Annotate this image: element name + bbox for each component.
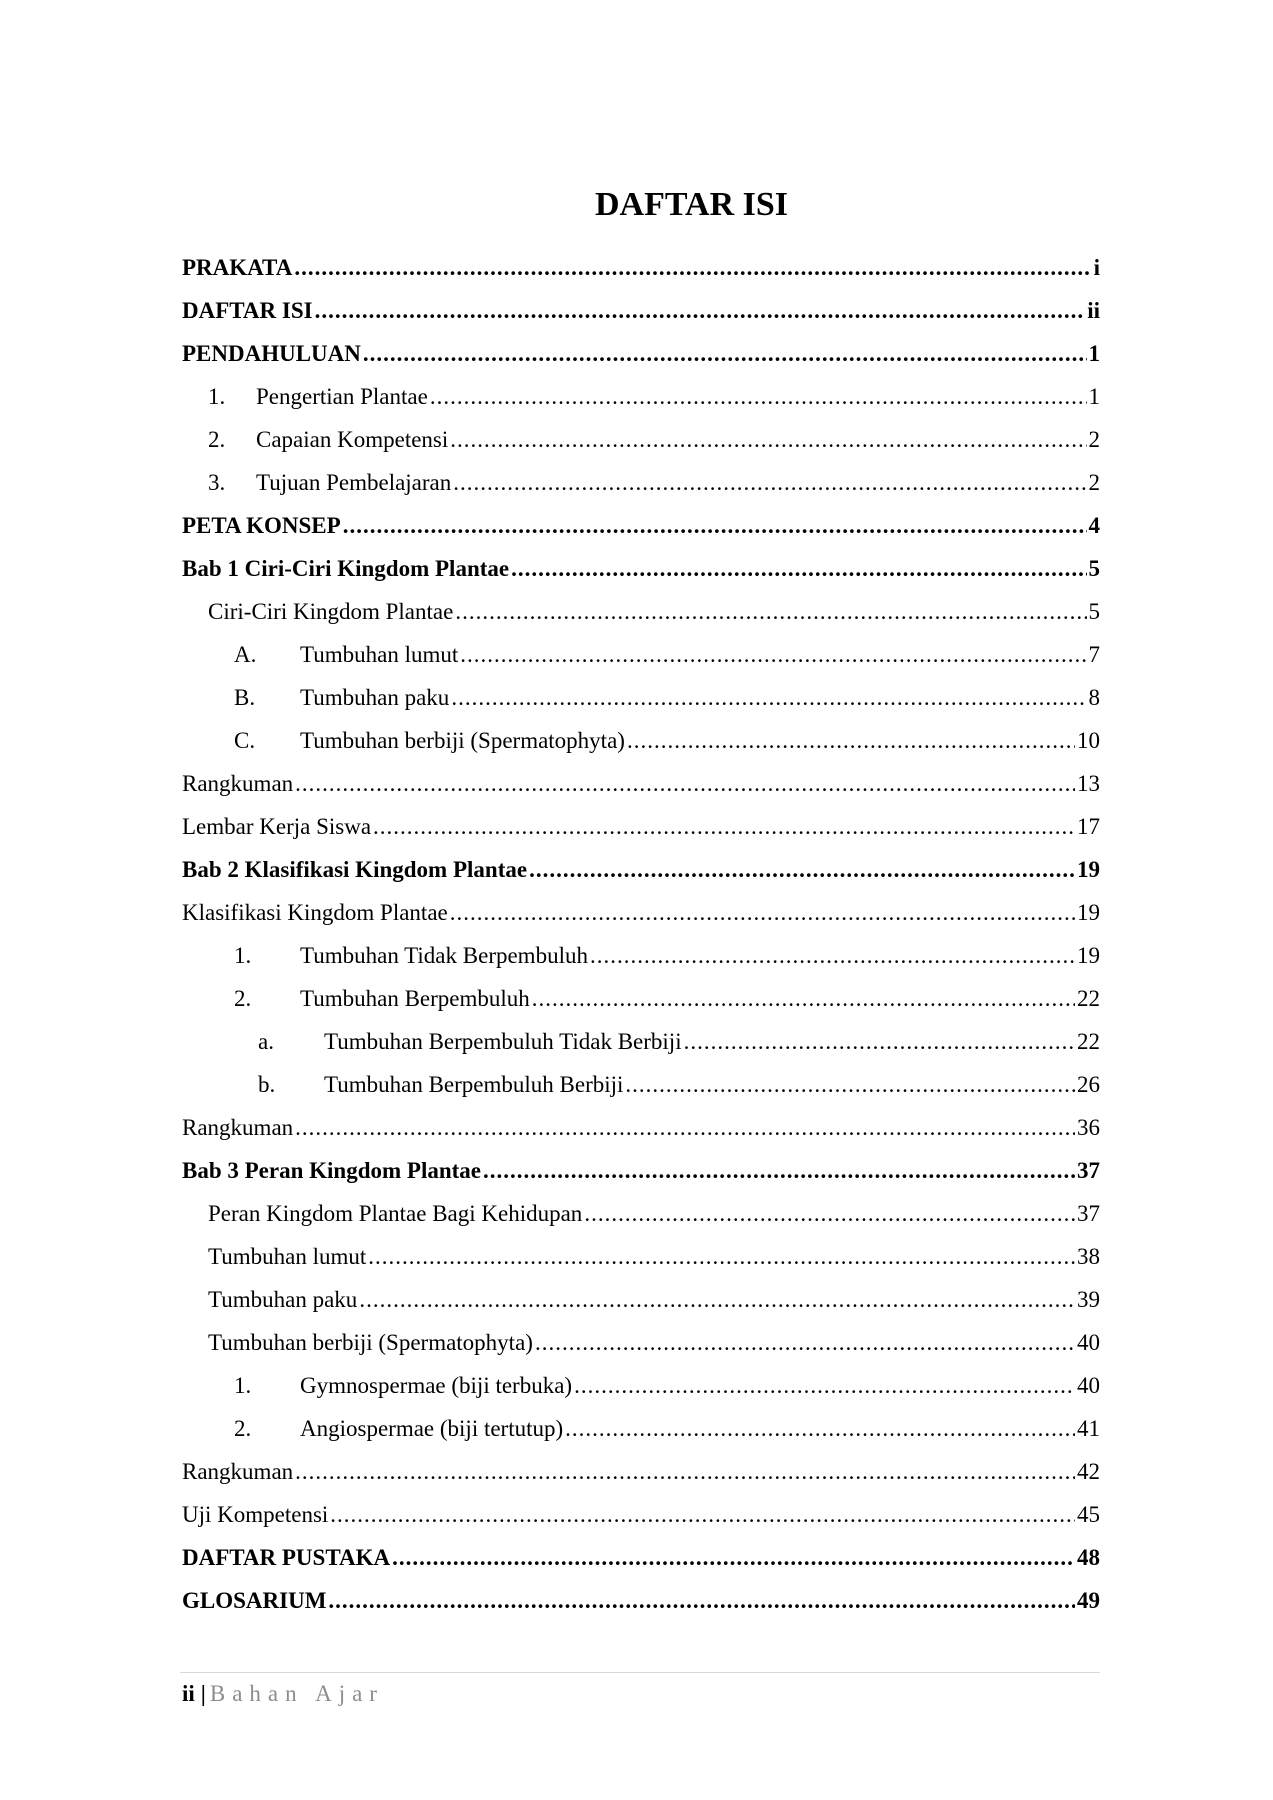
- toc-entry-page: 49: [1077, 1587, 1100, 1613]
- toc-entry-page: 4: [1088, 512, 1100, 538]
- toc-entry-page: 17: [1077, 813, 1100, 839]
- toc-leader-dots: [295, 1459, 1075, 1485]
- toc-entry-label: Lembar Kerja Siswa: [182, 813, 372, 839]
- toc-leader-dots: [460, 642, 1086, 668]
- toc-entry-page: 48: [1077, 1544, 1100, 1570]
- toc-entry-label: Tumbuhan berbiji (Spermatophyta): [208, 1329, 533, 1355]
- toc-leader-dots: [450, 427, 1086, 453]
- toc-entry-label: Klasifikasi Kingdom Plantae: [182, 899, 448, 925]
- toc-entry-label: Tumbuhan paku: [208, 1286, 358, 1312]
- toc-entry-page: 19: [1077, 899, 1100, 925]
- toc-entry-label: Tumbuhan Berpembuluh Tidak Berbiji: [324, 1028, 682, 1054]
- toc-entry[interactable]: [182, 1450, 1100, 1493]
- toc-entry[interactable]: [182, 1407, 1100, 1450]
- toc-entry[interactable]: [182, 719, 1100, 762]
- toc-entry-number: 1.: [208, 383, 226, 409]
- toc-leader-dots: [511, 556, 1086, 582]
- table-of-contents: [182, 246, 1100, 1622]
- toc-leader-dots: [535, 1330, 1075, 1356]
- toc-entry-page: 45: [1077, 1501, 1100, 1527]
- toc-leader-dots: [584, 1201, 1075, 1227]
- toc-entry-number: C.: [234, 727, 256, 753]
- toc-entry[interactable]: [182, 332, 1100, 375]
- toc-entry[interactable]: [182, 1536, 1100, 1579]
- toc-entry[interactable]: [182, 1579, 1100, 1622]
- toc-entry-label: Pengertian Plantae: [256, 383, 428, 409]
- toc-entry[interactable]: [182, 418, 1100, 461]
- toc-entry-label: Tumbuhan Tidak Berpembuluh: [300, 942, 588, 968]
- toc-leader-dots: [450, 900, 1075, 926]
- toc-entry-page: 42: [1077, 1458, 1100, 1484]
- toc-entry-label: Tumbuhan lumut: [208, 1243, 367, 1269]
- toc-leader-dots: [295, 771, 1075, 797]
- toc-entry[interactable]: [182, 977, 1100, 1020]
- toc-entry-label: PETA KONSEP: [182, 512, 341, 538]
- toc-leader-dots: [343, 513, 1087, 539]
- toc-entry-page: 2: [1088, 469, 1100, 495]
- toc-entry-page: 40: [1077, 1372, 1100, 1398]
- toc-entry-label: Rangkuman: [182, 1114, 294, 1140]
- toc-entry[interactable]: [182, 504, 1100, 547]
- toc-entry[interactable]: [182, 1149, 1100, 1192]
- toc-entry-label: Tumbuhan paku: [300, 684, 450, 710]
- toc-entry-label: Gymnospermae (biji terbuka): [300, 1372, 573, 1398]
- toc-leader-dots: [453, 470, 1086, 496]
- toc-entry-label: Capaian Kompetensi: [256, 426, 449, 452]
- toc-entry-number: A.: [234, 641, 257, 667]
- toc-entry[interactable]: [182, 375, 1100, 418]
- footer-page-number: ii: [182, 1681, 195, 1706]
- toc-entry-page: 8: [1088, 684, 1100, 710]
- toc-entry-label: PENDAHULUAN: [182, 340, 361, 366]
- toc-entry[interactable]: [182, 1235, 1100, 1278]
- footer-brand: Bahan Ajar: [209, 1681, 384, 1706]
- toc-entry-number: b.: [258, 1071, 276, 1097]
- toc-entry-page: 5: [1088, 598, 1100, 624]
- toc-leader-dots: [392, 1545, 1075, 1571]
- toc-leader-dots: [294, 255, 1091, 281]
- toc-entry[interactable]: [182, 891, 1100, 934]
- toc-entry[interactable]: [182, 1192, 1100, 1235]
- footer-separator: |: [200, 1681, 206, 1706]
- toc-entry-number: 1.: [234, 942, 252, 968]
- toc-entry-label: GLOSARIUM: [182, 1587, 327, 1613]
- toc-entry-number: B.: [234, 684, 256, 710]
- toc-entry[interactable]: [182, 1364, 1100, 1407]
- toc-leader-dots: [363, 341, 1087, 367]
- toc-entry-label: DAFTAR PUSTAKA: [182, 1544, 391, 1570]
- toc-entry-page: 5: [1088, 555, 1100, 581]
- toc-entry-label: Bab 2 Klasifikasi Kingdom Plantae: [182, 856, 528, 882]
- toc-entry[interactable]: [182, 590, 1100, 633]
- toc-entry-page: 36: [1077, 1114, 1100, 1140]
- toc-entry-number: 2.: [208, 426, 226, 452]
- toc-entry-page: 40: [1077, 1329, 1100, 1355]
- toc-entry[interactable]: [182, 633, 1100, 676]
- toc-entry-number: 2.: [234, 1415, 252, 1441]
- toc-entry[interactable]: [182, 1020, 1100, 1063]
- toc-entry[interactable]: [182, 1063, 1100, 1106]
- toc-entry-page: 41: [1077, 1415, 1100, 1441]
- toc-entry-page: ii: [1087, 297, 1100, 323]
- toc-entry-page: 22: [1077, 985, 1100, 1011]
- toc-entry-page: 19: [1077, 856, 1100, 882]
- footer-divider: [180, 1672, 1100, 1673]
- toc-entry-label: Bab 3 Peran Kingdom Plantae: [182, 1157, 482, 1183]
- toc-entry-page: 37: [1077, 1200, 1100, 1226]
- toc-leader-dots: [625, 1072, 1075, 1098]
- toc-entry-number: a.: [258, 1028, 274, 1054]
- toc-entry-page: 19: [1077, 942, 1100, 968]
- toc-entry-page: 38: [1077, 1243, 1100, 1269]
- toc-entry-label: DAFTAR ISI: [182, 297, 313, 323]
- toc-entry-label: Tumbuhan Berpembuluh Berbiji: [324, 1071, 624, 1097]
- toc-leader-dots: [430, 384, 1087, 410]
- toc-leader-dots: [368, 1244, 1075, 1270]
- toc-entry-number: 2.: [234, 985, 252, 1011]
- toc-entry-page: 37: [1077, 1157, 1100, 1183]
- toc-entry-page: 2: [1088, 426, 1100, 452]
- toc-leader-dots: [328, 1588, 1075, 1614]
- toc-entry-label: Tumbuhan lumut: [300, 641, 459, 667]
- toc-leader-dots: [684, 1029, 1075, 1055]
- toc-leader-dots: [532, 986, 1075, 1012]
- toc-leader-dots: [574, 1373, 1075, 1399]
- toc-entry[interactable]: [182, 934, 1100, 977]
- toc-entry-label: Ciri-Ciri Kingdom Plantae: [208, 598, 454, 624]
- toc-entry-page: 1: [1088, 383, 1100, 409]
- toc-entry-label: Tumbuhan berbiji (Spermatophyta): [300, 727, 625, 753]
- toc-entry-label: Tumbuhan Berpembuluh: [300, 985, 530, 1011]
- page-footer: [182, 1674, 384, 1714]
- toc-leader-dots: [315, 298, 1086, 324]
- toc-entry-label: Bab 1 Ciri-Ciri Kingdom Plantae: [182, 555, 510, 581]
- toc-entry[interactable]: [182, 461, 1100, 504]
- toc-entry[interactable]: [182, 762, 1100, 805]
- toc-leader-dots: [451, 685, 1086, 711]
- toc-entry-number: 3.: [208, 469, 226, 495]
- toc-leader-dots: [590, 943, 1075, 969]
- toc-entry[interactable]: [182, 1106, 1100, 1149]
- toc-entry-label: Uji Kompetensi: [182, 1501, 329, 1527]
- toc-leader-dots: [359, 1287, 1075, 1313]
- toc-entry-page: 22: [1077, 1028, 1100, 1054]
- toc-entry-label: Rangkuman: [182, 1458, 294, 1484]
- toc-leader-dots: [565, 1416, 1075, 1442]
- toc-entry-page: i: [1093, 254, 1100, 280]
- toc-entry[interactable]: [182, 246, 1100, 289]
- toc-entry-label: Peran Kingdom Plantae Bagi Kehidupan: [208, 1200, 583, 1226]
- toc-entry-label: PRAKATA: [182, 254, 293, 280]
- toc-entry[interactable]: [182, 1278, 1100, 1321]
- toc-entry-page: 7: [1088, 641, 1100, 667]
- toc-leader-dots: [483, 1158, 1075, 1184]
- toc-entry-page: 39: [1077, 1286, 1100, 1312]
- toc-leader-dots: [627, 728, 1075, 754]
- toc-entry-label: Angiospermae (biji tertutup): [300, 1415, 564, 1441]
- toc-entry-number: 1.: [234, 1372, 252, 1398]
- toc-leader-dots: [373, 814, 1075, 840]
- toc-entry[interactable]: [182, 805, 1100, 848]
- toc-entry[interactable]: [182, 1493, 1100, 1536]
- toc-entry[interactable]: [182, 676, 1100, 719]
- toc-leader-dots: [529, 857, 1075, 883]
- toc-leader-dots: [455, 599, 1086, 625]
- toc-entry[interactable]: [182, 1321, 1100, 1364]
- toc-entry-label: Tujuan Pembelajaran: [256, 469, 452, 495]
- toc-entry-page: 10: [1077, 727, 1100, 753]
- page-title: DAFTAR ISI: [594, 186, 788, 223]
- toc-entry[interactable]: [182, 848, 1100, 891]
- toc-entry-page: 1: [1088, 340, 1100, 366]
- toc-entry-page: 13: [1077, 770, 1100, 796]
- toc-entry[interactable]: [182, 547, 1100, 590]
- toc-entry-page: 26: [1077, 1071, 1100, 1097]
- toc-entry-label: Rangkuman: [182, 770, 294, 796]
- toc-leader-dots: [330, 1502, 1075, 1528]
- toc-entry[interactable]: [182, 289, 1100, 332]
- toc-leader-dots: [295, 1115, 1075, 1141]
